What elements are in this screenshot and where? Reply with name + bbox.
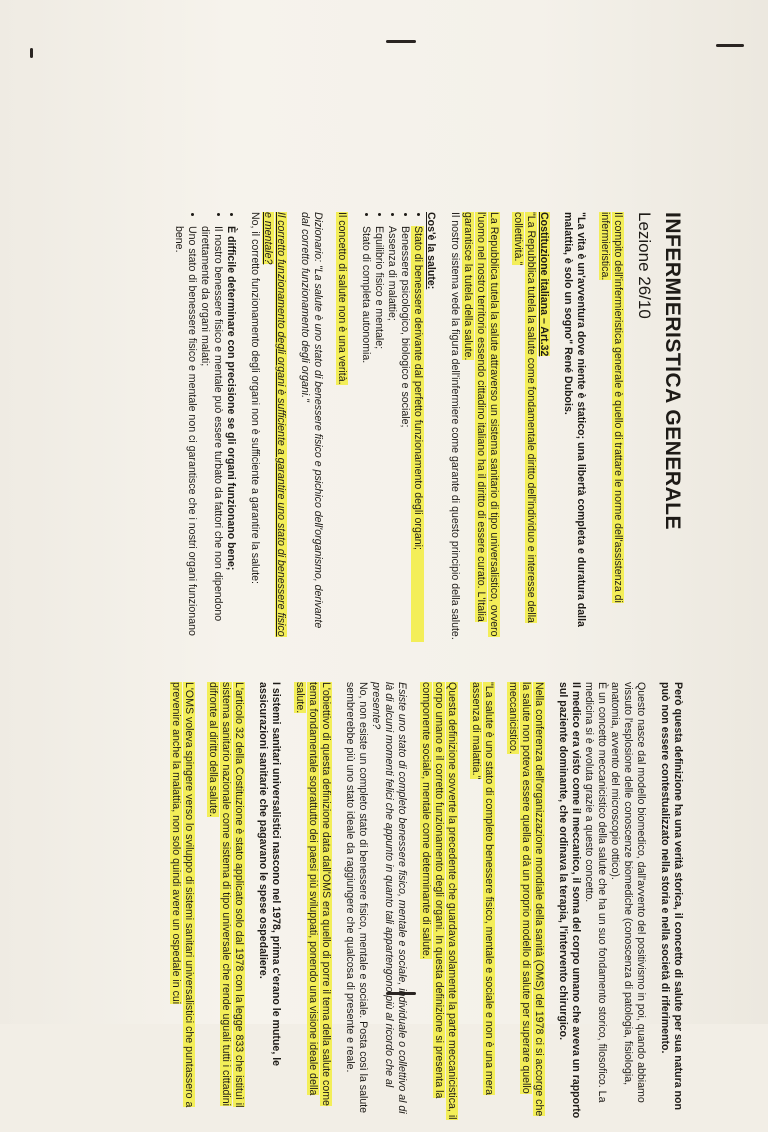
binder-mark-top <box>30 48 33 58</box>
paragraph: Esiste uno stato di completo benessere fisico, mentale e sociale, individuale o collettivo al di là di alcuni momenti felici che appunto in quanto tali appartengono più al ricordo che al presente? <box>370 682 408 1114</box>
republic-paragraph: La Repubblica tutela la salute attraverso un sistema sanitario di tipo universalistico, ovvero l'uomo nel nostro territorio essendo cittadino italiano ha il diritto di essere curato. L'Italia garantisce la tutela della salute. Il nostro sistema vede la figura dell'infermiere come garante di questo principio della salute. <box>449 212 500 640</box>
health-list <box>359 212 424 642</box>
answer-text: No, il corretto funzionamento degli organi non è sufficiente a garantire la salute: <box>249 212 261 584</box>
quote-paragraph: "La vita è un'avventura dove niente è statico; una libertà completa e duratura dalla malattia, è solo un sogno" René Dubois. <box>562 212 587 627</box>
paragraph: Il medico era visto come il meccanico, il soma del corpo umano che aveva un rapporto sul paziente dominante, che ordinava la terapia, l'intervento chirurgico. <box>557 682 582 1119</box>
paragraph: È un concetto meccanicistico della salute che ha un suo fondamento storico, filosofico. La medicina si è evoluta grazie a questo concetto. <box>583 682 608 1103</box>
question-block <box>248 212 287 642</box>
list-item: • Uno stato di benessere fisico e mentale non ci garantisce che i nostri organi funzionano bene. <box>172 226 198 642</box>
list-item: • Equilibrio fisico e mentale; <box>372 226 385 642</box>
paragraph: L'obiettivo di questa definizione data dall'OMS era quello di porre il tema della salute come tema fondamentale soprattutto dei paesi più sviluppati, ponendo una visione ideale della salute. <box>294 682 332 1106</box>
paragraph: No, non esiste un completo stato di benessere fisico, mentale e sociale. Posta così la salute sembrerebbe più uno stato ideale da raggiungere che qualcosa di presente e reale. <box>344 682 369 1114</box>
paragraph: Questo nasce dal modello biomedico, dall'avvento del positivismo in poi, quando abbiamo vissuto l'esplosione delle conoscenze biomediche (conoscenza di patologia, fisiologia, anatomia, avvento del microscopio ottico). <box>609 682 647 1103</box>
constitution-heading: Costituzione italiana – Art.32 <box>538 212 550 357</box>
right-column <box>158 682 684 1122</box>
health-heading: Cos'è la salute: <box>425 212 437 290</box>
paragraph: I sistemi sanitari universalistici nascono nel 1978, prima c'erano le mutue, le assicurazioni sanitarie che pagavano le spese ospedaliere. <box>257 682 282 1067</box>
paragraph: "La salute è uno stato di completo benessere fisico, mentale e sociale e non è una mera assenza di malattia." <box>470 682 495 1096</box>
left-column <box>161 212 684 642</box>
list-item: • Assenza di malattie; <box>385 226 398 642</box>
list-item: • Il nostro benessere fisico e mentale può essere turbato da fattori che non dipendono direttamente da organi malati; <box>198 226 224 642</box>
list-item: • Benessere psicologico, biologico e sociale; <box>398 226 411 642</box>
answer-list <box>172 212 237 642</box>
constitution-text: "La Repubblica tutela la salute come fondamentale diritto dell'individuo e interesse della collettività." <box>512 212 537 623</box>
binder-mark-right <box>716 44 744 47</box>
list-item: • Stato di completa autonomia. <box>359 226 372 642</box>
question-text: Il corretto funzionamento degli organi è sufficiente a garantire uno stato di benessere fisico e mentale? <box>262 212 287 637</box>
binder-mark-left <box>386 40 416 43</box>
paragraph: Questa definizione sovverte la precedente che guardava solamente la parte meccanicistica, il corpo umano e il corretto funzionamento degli organi. In questa definizione si presenta la componente sociale, mentale come determinante di salute. <box>420 682 458 1120</box>
lesson-date: Lezione 26/10 <box>635 212 654 319</box>
paragraph: Nella conferenza dell'organizzazione mondiale della sanità (OMS) del 1978 ci si accorge che la salute non poteva essere quella e dà un proprio modello di salute per superare quello meccanicistico. <box>507 682 545 1117</box>
intro-paragraph: Il compito dell'infermieristica generale è quello di trattare le norme dell'assistenza di infermieristica. <box>599 212 624 603</box>
system-paragraph: Il nostro sistema vede la figura dell'infermiere come garante di questo principio della salute. <box>449 212 461 640</box>
list-item: • È difficile determinare con precisione se gli organi funzionano bene; <box>224 226 237 642</box>
not-truth-paragraph: Il concetto di salute non è una verità. <box>336 212 348 385</box>
list-item: • Stato di benessere derivante dal perfetto funzionamento degli organi; <box>411 226 424 642</box>
paragraph: Però questa definizione ha una verità storica, il concetto di salute per sua natura non può non essere contestualizzato nella storia e nella società di riferimento. <box>659 682 684 1110</box>
dictionary-paragraph: Dizionario: "La salute è uno stato di benessere fisico e psichico dell'organismo, derivante dal corretto funzionamento degli organi." <box>299 212 324 629</box>
paragraph: L'articolo 32 della Costituzione è stato applicato solo dal 1978 con la legge 833 che istituì il sistema sanitario nazionale come sistema di tipo universale che rende uguali tutti i cittadini difronte al diritto della salute. <box>207 682 245 1108</box>
page-title: INFERMIERISTICA GENERALE <box>661 212 684 531</box>
document-page <box>84 212 684 1132</box>
constitution-block <box>511 212 550 642</box>
paragraph: L'OMS voleva spingere verso lo sviluppo di sistemi sanitari universalistici che puntassero a prevenire anche la malattia, non solo quindi avere un ospedale in cui <box>170 682 195 1108</box>
